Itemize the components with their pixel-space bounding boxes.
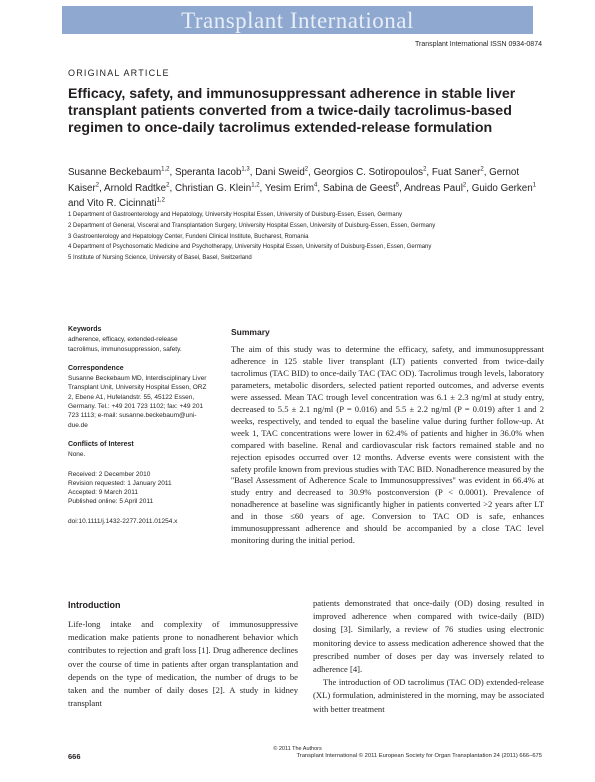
journal-banner <box>62 6 533 34</box>
issn-line: Transplant International ISSN 0934-0874 <box>415 41 542 48</box>
page-number: 666 <box>68 752 81 761</box>
author-name: Susanne Beckebaum$^{1,2}$, <box>68 167 173 179</box>
author-name: Andreas Paul$^2$, <box>404 182 469 194</box>
affiliation-marker: 2 <box>95 182 100 189</box>
affiliation: 2 Department of General, Visceral and Transplantation Surgery, University Hospital Essen, University of Duisburg-Essen, Essen, Germany <box>68 222 436 229</box>
affiliation: 5 Institute of Nursing Science, University of Basel, Basel, Switzerland <box>68 255 252 262</box>
introduction-column-2 <box>313 597 544 716</box>
introduction-heading: Introduction <box>68 600 121 610</box>
conflicts-heading: Conflicts of Interest <box>68 440 134 448</box>
affiliation: 4 Department of Psychosomatic Medicine and Psychotherapy, University Hospital Essen, University of Duisburg-Essen, Essen, Germany <box>68 244 432 251</box>
affiliation-list <box>68 210 548 264</box>
author-name: Guido Gerken$^1$ <box>471 182 537 194</box>
author-name: Gernot Kaiser$^2$, <box>68 167 520 194</box>
introduction-column-1: Life-long intake and complexity of immunosuppressive medication make patients prone to nonadherent behavior which contributes to rejection and graft loss [1]. Drug adherence declines over the course of time in patients after organ transplantation and depends on the type of medication, the number of drugs to be taken and the number of daily doses [2]. A study in kidney transplant <box>68 619 298 709</box>
article-title: Efficacy, safety, and immunosuppressant adherence in stable liver transplant patients converted from a twice-daily tacrolimus-based regimen to once-daily tacrolimus extended-release formulation <box>68 86 516 137</box>
article-sidebar <box>68 325 208 536</box>
affiliation-marker: 4 <box>314 182 318 189</box>
copyright-line: © 2011 The Authors <box>273 746 322 752</box>
affiliation-marker: 1,2 <box>156 197 165 204</box>
keywords-text: adherence, efficacy, extended-release tacrolimus, immunosuppression, safety. <box>68 336 182 353</box>
article-type: ORIGINAL ARTICLE <box>68 68 170 78</box>
received-date: Received: 2 December 2010 <box>68 470 151 478</box>
author-name: Dani Sweid$^2$, <box>255 167 311 179</box>
affiliation: 1 Department of Gastroenterology and Hepatology, University Hospital Essen, University of Duisburg-Essen, Essen, Germany <box>68 212 403 218</box>
author-name: Sabina de Geest$^5$, <box>322 182 402 194</box>
accepted-date: Accepted: 9 March 2011 <box>68 489 138 497</box>
summary-heading: Summary <box>231 327 270 337</box>
revision-date: Revision requested: 1 January 2011 <box>68 479 172 487</box>
author-name: Christian G. Klein$^{1,2}$, <box>174 182 263 194</box>
conflicts-text: None. <box>68 451 86 459</box>
author-name: Yesim Erim$^4$, <box>264 182 321 194</box>
affiliation: 3 Gastroenterology and Hepatology Center, Fundeni Clinical Institute, Bucharest, Romania <box>68 233 309 240</box>
author-name: Georgios C. Sotiropoulos$^2$, <box>313 167 430 179</box>
author-name: Arnold Radtke$^2$, <box>104 182 173 194</box>
journal-footer: Transplant International © 2011 European Society for Organ Transplantation 24 (2011) 666–675 <box>296 753 542 759</box>
affiliation-marker: 2 <box>480 167 484 173</box>
affiliation-marker: 2 <box>423 167 427 173</box>
affiliation-marker: 2 <box>166 182 170 189</box>
keywords-heading: Keywords <box>68 326 102 333</box>
published-date: Published online: 5 April 2011 <box>68 498 154 506</box>
author-name: Fuat Saner$^2$, <box>431 167 487 179</box>
paragraph: The introduction of OD tacrolimus (TAC OD) extended-release (XL) formulation, administered in the morning, may be associated with better treatment <box>313 677 544 714</box>
correspondence-heading: Correspondence <box>68 364 124 372</box>
correspondence-text: Susanne Beckebaum MD, Interdisciplinary Liver Transplant Unit, University Hospital Essen, ORZ 2, Ebene A1, Hufelandstr. 55, 45122 Essen, Germany. Tel.: +49 201 723 1102; fax: +49 201 723 1113; e-mail: susanne.beckebaum@uni-due.de <box>68 375 207 429</box>
affiliation-marker: 2 <box>304 167 309 173</box>
affiliation-marker: 1,2 <box>161 167 170 173</box>
affiliation-marker: 1,2 <box>251 182 260 189</box>
doi-link[interactable]: doi:10.1111/j.1432-2277.2011.01254.x <box>68 517 178 525</box>
summary-text: The aim of this study was to determine the efficacy, safety, and immunosuppressant adherence in 125 stable liver transplant (LT) patients converted from twice-daily tacrolimus (TAC BID) to once-daily TAC (TAC OD). Tacrolimus trough levels, laboratory parameters, metabolic disorders, selected patient reported outcomes, and adverse events were assessed. Mean TAC trough level concentration was 6.1 ± 2.3 ng/ml at study entry, decreased to 5.5 ± 2.1 ng/ml (P = 0.016) and 5.5 ± 2.2 ng/ml (P = 0.019) after 1 and 2 weeks, respectively, and tended to equal the baseline value during further follow-up. At week 1, TAC concentrations were lower in 62.4% of patients and higher in 36.0% when compared with baseline. Renal and cardiovascular risk factors remained stable and no rejection episodes occurred over 12 months. Adverse events were consistent with the safety profile known from previous studies with TAC BID. Nonadherence measured by the ''Basel Assessment of Adherence Scale to Immunosuppressives'' was evident in 66.4% at study entry and decreased to 30.9% postconversion (P < 0.0001). Prevalence of nonadherence at baseline was significantly higher in patients converted >2 years after LT and in those ≤60 years of age. Conversion to TAC OD is safe, enhances immunosuppressant adherence and should be accompanied by a close TAC level monitoring during the initial period. <box>231 344 544 546</box>
affiliation-marker: 5 <box>395 182 400 189</box>
author-list <box>68 164 548 210</box>
paragraph: patients demonstrated that once-daily (OD) dosing resulted in improved adherence when compared with twice-daily (BID) dosing [3]. Similarly, a review of 76 studies using electronic monitoring device to assess medication adherence showed that the prescribed number of doses per day was inversely related to adherence [4]. <box>313 598 544 675</box>
journal-banner-title: Transplant International <box>181 8 414 33</box>
affiliation-marker: 1,3 <box>241 167 250 173</box>
affiliation-marker: 1 <box>532 182 537 189</box>
affiliation-marker: 2 <box>462 182 467 189</box>
author-name: and Vito R. Cicinnati$^{1,2}$ <box>68 197 165 209</box>
author-name: Speranta Iacob$^{1,3}$, <box>174 167 253 179</box>
